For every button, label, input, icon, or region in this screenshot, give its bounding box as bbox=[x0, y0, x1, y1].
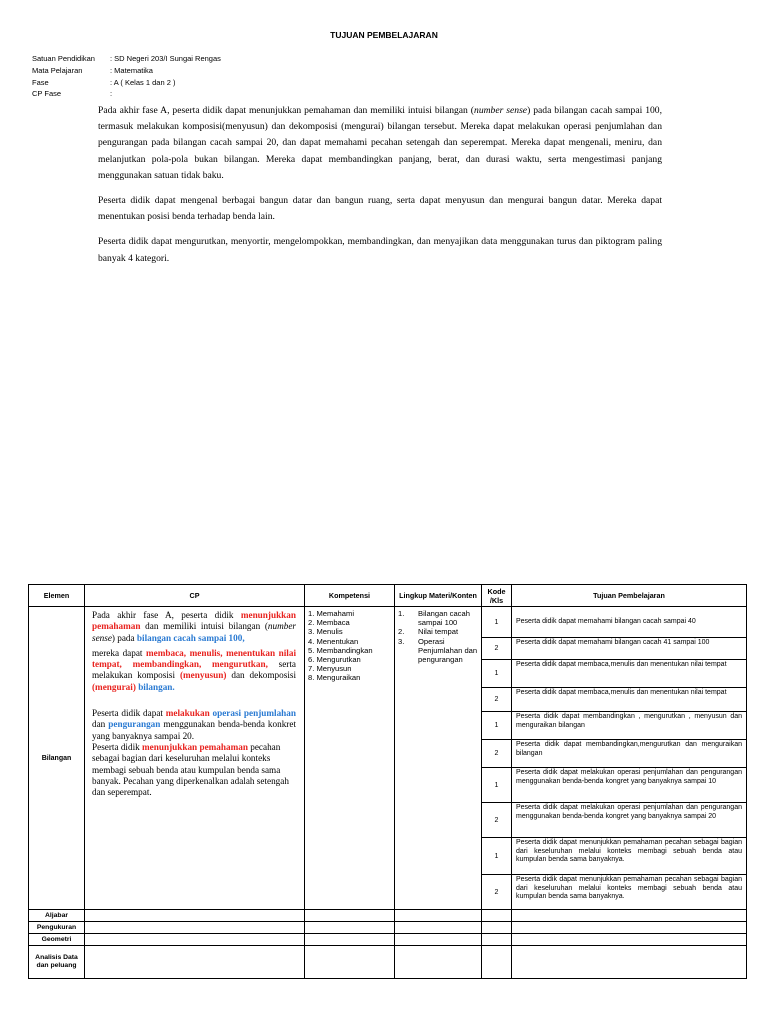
empty-cell bbox=[482, 922, 512, 934]
learning-objectives-table bbox=[28, 584, 747, 979]
tujuan-cell: Peserta didik dapat membandingkan,mengurutkan dan menguraikan bilangan bbox=[512, 740, 747, 768]
text-span: dan memiliki intuisi bilangan ( bbox=[140, 621, 268, 632]
text-span: Pada akhir fase A, peserta didik dapat menunjukkan pemahaman dan memiliki intuisi bilangan ( bbox=[98, 105, 475, 116]
list-number: 1. bbox=[398, 609, 405, 618]
table-row bbox=[29, 910, 747, 922]
empty-cell bbox=[305, 922, 395, 934]
empty-cell bbox=[512, 946, 747, 979]
highlight-blue: operasi penjumlahan bbox=[212, 708, 296, 719]
highlight-red: membaca, menulis, bbox=[146, 647, 223, 658]
empty-cell bbox=[85, 934, 305, 946]
list-item: 6. Mengurutkan bbox=[308, 655, 361, 665]
tujuan-cell: Peserta didik dapat memahami bilangan cacah sampai 40 bbox=[512, 607, 747, 638]
elemen-analisis-data: Analisis Data dan peluang bbox=[29, 946, 85, 979]
meta-row-fase bbox=[32, 77, 221, 89]
empty-cell bbox=[395, 946, 482, 979]
highlight-red: menentukan nilai tempat, membandingkan, mengurutkan, bbox=[92, 647, 297, 670]
empty-cell bbox=[512, 934, 747, 946]
kode-cell: 1 bbox=[482, 607, 512, 638]
lingkup-materi-list bbox=[395, 607, 482, 910]
header-lingkup: Lingkup Materi/Konten bbox=[395, 585, 482, 607]
list-item: 4. Menentukan bbox=[308, 636, 359, 646]
cp-bilangan bbox=[85, 607, 305, 910]
kode-cell: 2 bbox=[482, 740, 512, 768]
meta-row-cp-fase bbox=[32, 88, 221, 100]
empty-cell bbox=[512, 922, 747, 934]
header-kompetensi: Kompetensi bbox=[305, 585, 395, 607]
meta-value: : Matematika bbox=[110, 65, 153, 75]
cp-paragraph-2: Peserta didik dapat mengenal berbagai bangun datar dan bangun ruang, serta dapat menyusun dan mengurai bangun datar. Mereka dapat menentukan posisi benda terhadap benda lain. bbox=[98, 195, 662, 223]
tujuan-cell: Peserta didik dapat melakukan operasi penjumlahan dan pengurangan menggunakan benda-benda kongret yang banyaknya sampai 20 bbox=[512, 803, 747, 838]
highlight-blue: pengurangan bbox=[108, 719, 161, 730]
meta-row-satuan bbox=[32, 53, 221, 65]
empty-cell bbox=[395, 910, 482, 922]
meta-value: : bbox=[110, 89, 113, 99]
list-item bbox=[398, 609, 478, 627]
text-span: Peserta didik dapat bbox=[92, 708, 166, 719]
table-row bbox=[29, 607, 747, 638]
cp-part-1 bbox=[92, 610, 296, 644]
text-span: pecahan sebagai bagian dari keseluruhan melalui konteks membagi sebuah benda atau kumpulan benda sama banyak. Pecahan yang diperkenalkan adalah setengah dan seperempat. bbox=[92, 741, 289, 798]
italic-term: number sense bbox=[474, 105, 528, 116]
text-span: mereka dapat bbox=[92, 647, 147, 658]
empty-cell bbox=[305, 946, 395, 979]
empty-cell bbox=[395, 922, 482, 934]
elemen-geometri: Geometri bbox=[29, 934, 85, 946]
empty-cell bbox=[395, 934, 482, 946]
text-span: Peserta didik bbox=[92, 741, 143, 752]
cp-part-4 bbox=[92, 742, 296, 798]
tujuan-cell: Peserta didik dapat melakukan operasi penjumlahan dan pengurangan menggunakan benda-benda kongret yang banyaknya sampai 10 bbox=[512, 768, 747, 803]
list-text: Nilai tempat bbox=[418, 627, 459, 637]
empty-cell bbox=[85, 910, 305, 922]
kode-cell: 1 bbox=[482, 768, 512, 803]
empty-cell bbox=[305, 934, 395, 946]
cp-paragraph-3: Peserta didik dapat mengurutkan, menyortir, mengelompokkan, membandingkan, dan menyajikan data menggunakan turus dan piktogram paling banyak 4 kategori. bbox=[98, 236, 662, 264]
header-tujuan: Tujuan Pembelajaran bbox=[512, 585, 747, 607]
elemen-bilangan: Bilangan bbox=[29, 607, 85, 910]
empty-cell bbox=[305, 910, 395, 922]
table-header-row bbox=[29, 585, 747, 607]
meta-value: : A ( Kelas 1 dan 2 ) bbox=[110, 77, 176, 87]
list-item bbox=[398, 637, 478, 665]
italic-term: number sense bbox=[92, 621, 296, 643]
highlight-red: (menyusun) bbox=[179, 670, 227, 681]
kode-cell: 2 bbox=[482, 875, 512, 910]
header-kode: Kode /Kls bbox=[482, 585, 512, 607]
empty-cell bbox=[482, 946, 512, 979]
cp-part-3 bbox=[92, 708, 296, 742]
list-number: 3. bbox=[398, 636, 405, 646]
cp-paragraph-1 bbox=[98, 103, 662, 184]
empty-cell bbox=[85, 922, 305, 934]
meta-label: Satuan Pendidikan bbox=[32, 54, 95, 63]
kode-cell: 1 bbox=[482, 712, 512, 740]
meta-label: CP Fase bbox=[32, 89, 62, 99]
kode-cell: 2 bbox=[482, 688, 512, 712]
meta-label: Fase bbox=[32, 77, 49, 87]
list-item: 7. Menyusun bbox=[308, 664, 352, 674]
tujuan-cell: Peserta didik dapat membaca,menulis dan menentukan nilai tempat bbox=[512, 660, 747, 688]
list-text: Bilangan cacah sampai 100 bbox=[418, 609, 470, 628]
list-item: 8. Menguraikan bbox=[308, 673, 361, 683]
kode-cell: 1 bbox=[482, 838, 512, 875]
list-item: 3. Menulis bbox=[308, 627, 343, 637]
highlight-red: menunjukkan pemahaman bbox=[92, 610, 296, 632]
text-span: dan bbox=[92, 719, 109, 730]
elemen-aljabar: Aljabar bbox=[29, 910, 85, 922]
text-span: dan dekomposisi bbox=[226, 670, 296, 681]
table-row bbox=[29, 934, 747, 946]
list-text: Operasi Penjumlahan dan pengurangan bbox=[418, 636, 478, 665]
meta-row-mapel bbox=[32, 65, 221, 77]
text-span: serta melakukan komposisi bbox=[92, 659, 296, 681]
elemen-pengukuran: Pengukuran bbox=[29, 922, 85, 934]
header-cp: CP bbox=[85, 585, 305, 607]
identity-block bbox=[32, 53, 221, 100]
table-row bbox=[29, 946, 747, 979]
meta-value: : SD Negeri 203/I Sungai Rengas bbox=[110, 54, 221, 63]
highlight-blue: bilangan. bbox=[138, 681, 175, 692]
tujuan-cell: Peserta didik dapat membandingkan , mengurutkan , menyusun dan menguraikan bilangan bbox=[512, 712, 747, 740]
highlight-red: (mengurai) bbox=[92, 681, 136, 692]
empty-cell bbox=[512, 910, 747, 922]
text-span: Pada akhir fase A, peserta didik bbox=[92, 610, 241, 620]
meta-label: Mata Pelajaran bbox=[32, 65, 83, 75]
highlight-red: menunjukkan pemahaman bbox=[142, 741, 248, 752]
tujuan-cell: Peserta didik dapat menunjukkan pemahaman pecahan sebagai bagian dari keseluruhan melalui konteks membagi sebuah benda atau kumpulan benda sama banyaknya. bbox=[512, 875, 747, 910]
kode-cell: 2 bbox=[482, 638, 512, 660]
list-item bbox=[398, 627, 478, 636]
list-item: 2. Membaca bbox=[308, 618, 350, 628]
highlight-blue: bilangan cacah sampai 100, bbox=[136, 632, 245, 643]
list-item: 1. Memahami bbox=[308, 609, 355, 618]
empty-cell bbox=[482, 934, 512, 946]
kode-cell: 1 bbox=[482, 660, 512, 688]
text-span: ) pada bilangan cacah sampai 100, termasuk melakukan komposisi(menyusun) dan dekomposisi (mengurai) bilangan tersebut. Mereka dapat melakukan operasi penjumlahan dan pengurangan pada bilangan cacah sampai 20, dan dapat memahami pecahan setengah dan seperempat. Mereka dapat mengenali, meniru, dan melanjutkan pola-pola bukan bilangan. Mereka dapat membandingkan panjang, berat, dan durasi waktu, serta mengestimasi panjang menggunakan satuan tidak baku. bbox=[98, 105, 663, 181]
header-elemen: Elemen bbox=[29, 585, 85, 607]
list-item: 5. Membandingkan bbox=[308, 645, 373, 655]
cp-part-2 bbox=[92, 648, 296, 693]
cp-description bbox=[98, 103, 662, 276]
kode-cell: 2 bbox=[482, 803, 512, 838]
list-number: 2. bbox=[398, 627, 405, 637]
empty-cell bbox=[85, 946, 305, 979]
empty-cell bbox=[482, 910, 512, 922]
tujuan-cell: Peserta didik dapat memahami bilangan cacah 41 sampai 100 bbox=[512, 638, 747, 660]
tujuan-cell: Peserta didik dapat membaca,menulis dan menentukan nilai tempat bbox=[512, 688, 747, 712]
kompetensi-list bbox=[305, 607, 395, 910]
highlight-red: melakukan bbox=[165, 708, 210, 719]
text-span: menggunakan benda-benda konkret yang banyaknya sampai 20. bbox=[92, 719, 296, 741]
table-row bbox=[29, 922, 747, 934]
document-title: TUJUAN PEMBELAJARAN bbox=[330, 30, 438, 40]
text-span: ) pada bbox=[111, 632, 137, 643]
tujuan-cell: Peserta didik dapat menunjukkan pemahaman pecahan sebagai bagian dari keseluruhan melalui konteks membagi sebuah benda atau kumpulan benda sama banyaknya. bbox=[512, 838, 747, 875]
